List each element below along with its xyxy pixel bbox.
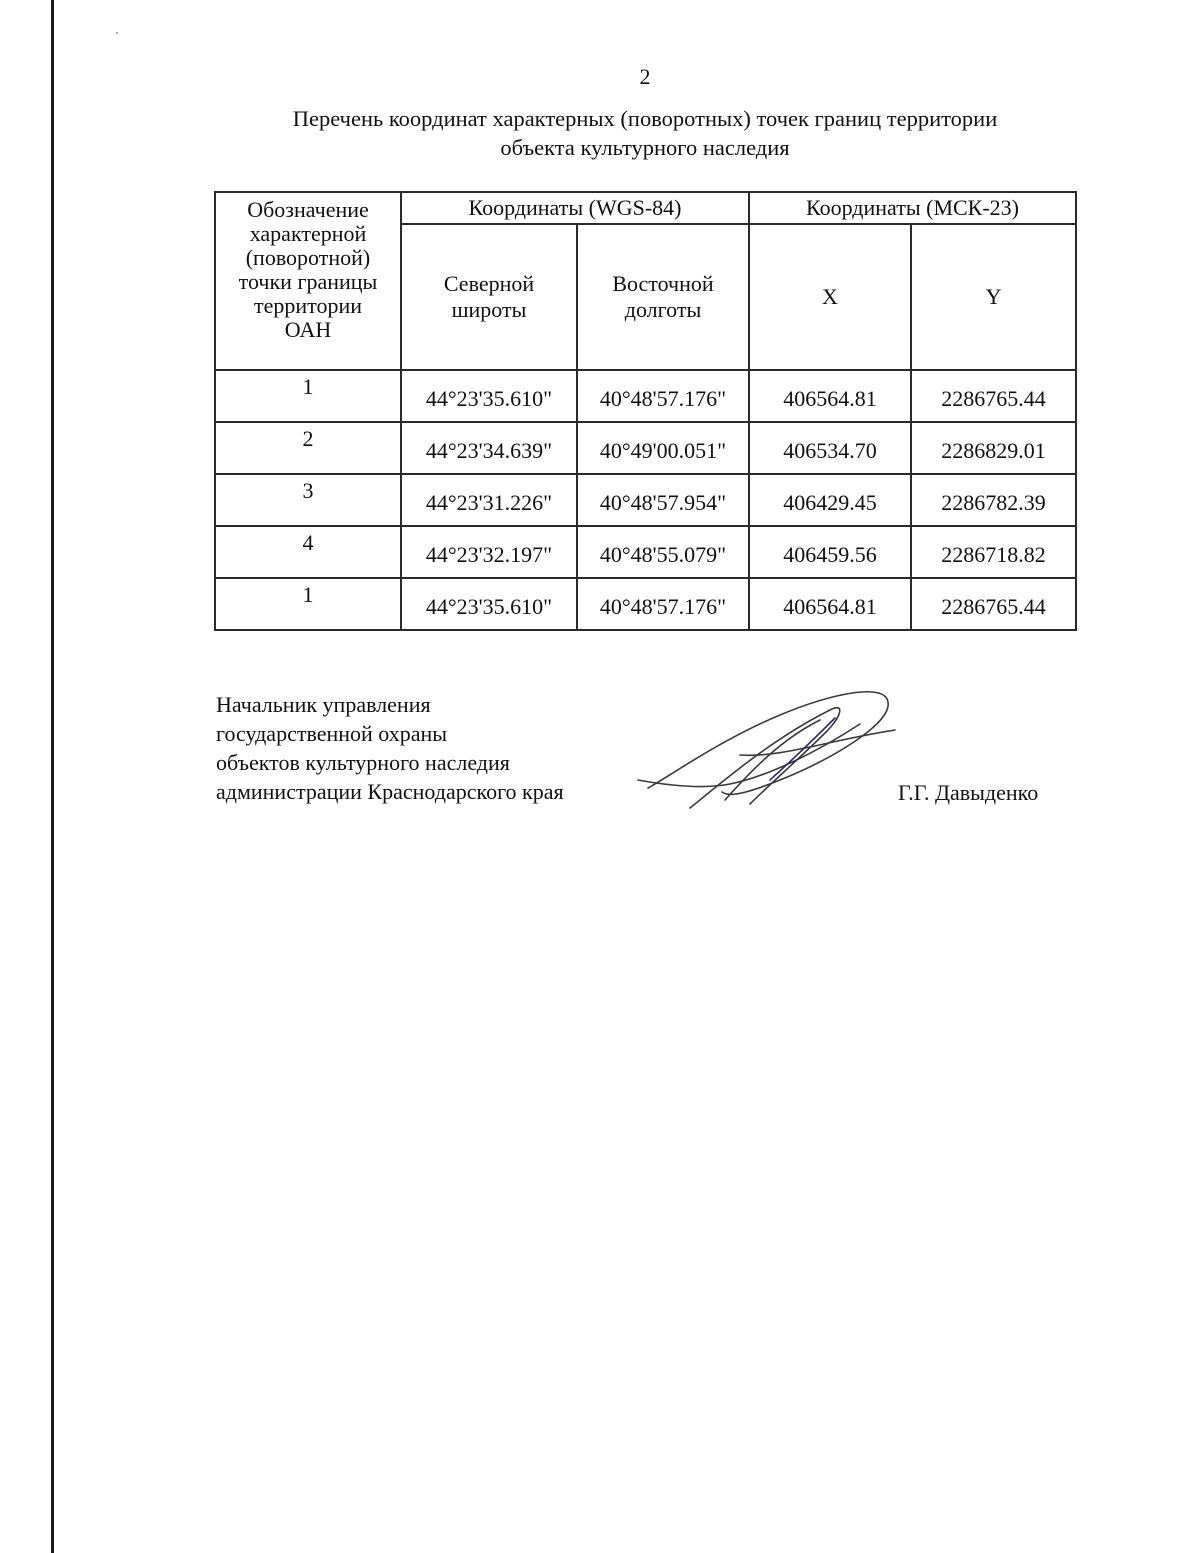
header-point-line: ОАН	[284, 317, 332, 342]
cell-y: 2286718.82	[911, 526, 1076, 578]
cell-latitude: 44°23'32.197"	[401, 526, 577, 578]
handwritten-signature	[630, 680, 910, 820]
cell-point: 3	[215, 474, 401, 526]
header-point-designation	[215, 192, 401, 370]
cell-longitude: 40°48'55.079"	[577, 526, 749, 578]
scan-speck	[116, 32, 118, 34]
table-row	[215, 474, 1076, 526]
cell-y: 2286829.01	[911, 422, 1076, 474]
header-x: X	[749, 224, 911, 370]
table-row	[215, 370, 1076, 422]
cell-point: 1	[215, 578, 401, 630]
cell-x: 406429.45	[749, 474, 911, 526]
table-row	[215, 578, 1076, 630]
signer-position	[216, 690, 564, 806]
header-point-line: (поворотной)	[245, 245, 371, 270]
header-point-line: точки границы	[238, 269, 378, 294]
header-point-line: Обозначение	[247, 197, 369, 222]
coordinates-table	[214, 191, 1077, 631]
cell-point: 1	[215, 370, 401, 422]
cell-point: 4	[215, 526, 401, 578]
cell-y: 2286765.44	[911, 370, 1076, 422]
header-wgs84-group: Координаты (WGS-84)	[401, 192, 749, 224]
table-row	[215, 526, 1076, 578]
cell-longitude: 40°48'57.176"	[577, 370, 749, 422]
cell-y: 2286782.39	[911, 474, 1076, 526]
document-title-line-1: Перечень координат характерных (поворотных) точек границ территории	[292, 106, 998, 131]
signer-position-line: объектов культурного наследия	[216, 750, 510, 775]
cell-x: 406459.56	[749, 526, 911, 578]
header-point-line: характерной	[249, 221, 367, 246]
cell-longitude: 40°49'00.051"	[577, 422, 749, 474]
cell-x: 406564.81	[749, 578, 911, 630]
cell-x: 406534.70	[749, 422, 911, 474]
header-latitude-line: Северной	[443, 271, 535, 296]
document-title-line-2: объекта культурного наследия	[500, 135, 790, 160]
table-row	[215, 422, 1076, 474]
scan-edge-line	[51, 0, 54, 1553]
header-longitude-line: долготы	[624, 297, 702, 322]
cell-latitude: 44°23'35.610"	[401, 370, 577, 422]
signer-position-line: администрации Краснодарского края	[216, 779, 564, 804]
signer-position-line: Начальник управления	[216, 692, 431, 717]
cell-latitude: 44°23'31.226"	[401, 474, 577, 526]
page-number: 2	[639, 64, 651, 89]
cell-x: 406564.81	[749, 370, 911, 422]
header-longitude-line: Восточной	[612, 271, 714, 296]
signer-position-line: государственной охраны	[216, 721, 448, 746]
cell-y: 2286765.44	[911, 578, 1076, 630]
document-title	[215, 104, 1075, 162]
header-longitude	[577, 224, 749, 370]
cell-latitude: 44°23'34.639"	[401, 422, 577, 474]
header-point-line: территории	[253, 293, 363, 318]
header-latitude	[401, 224, 577, 370]
header-latitude-line: широты	[451, 297, 527, 322]
cell-latitude: 44°23'35.610"	[401, 578, 577, 630]
header-y: Y	[911, 224, 1076, 370]
cell-longitude: 40°48'57.954"	[577, 474, 749, 526]
header-msk23-group: Координаты (МСК-23)	[749, 192, 1076, 224]
cell-point: 2	[215, 422, 401, 474]
cell-longitude: 40°48'57.176"	[577, 578, 749, 630]
table-header-row	[215, 192, 1076, 224]
signer-name: Г.Г. Давыденко	[898, 780, 1039, 805]
